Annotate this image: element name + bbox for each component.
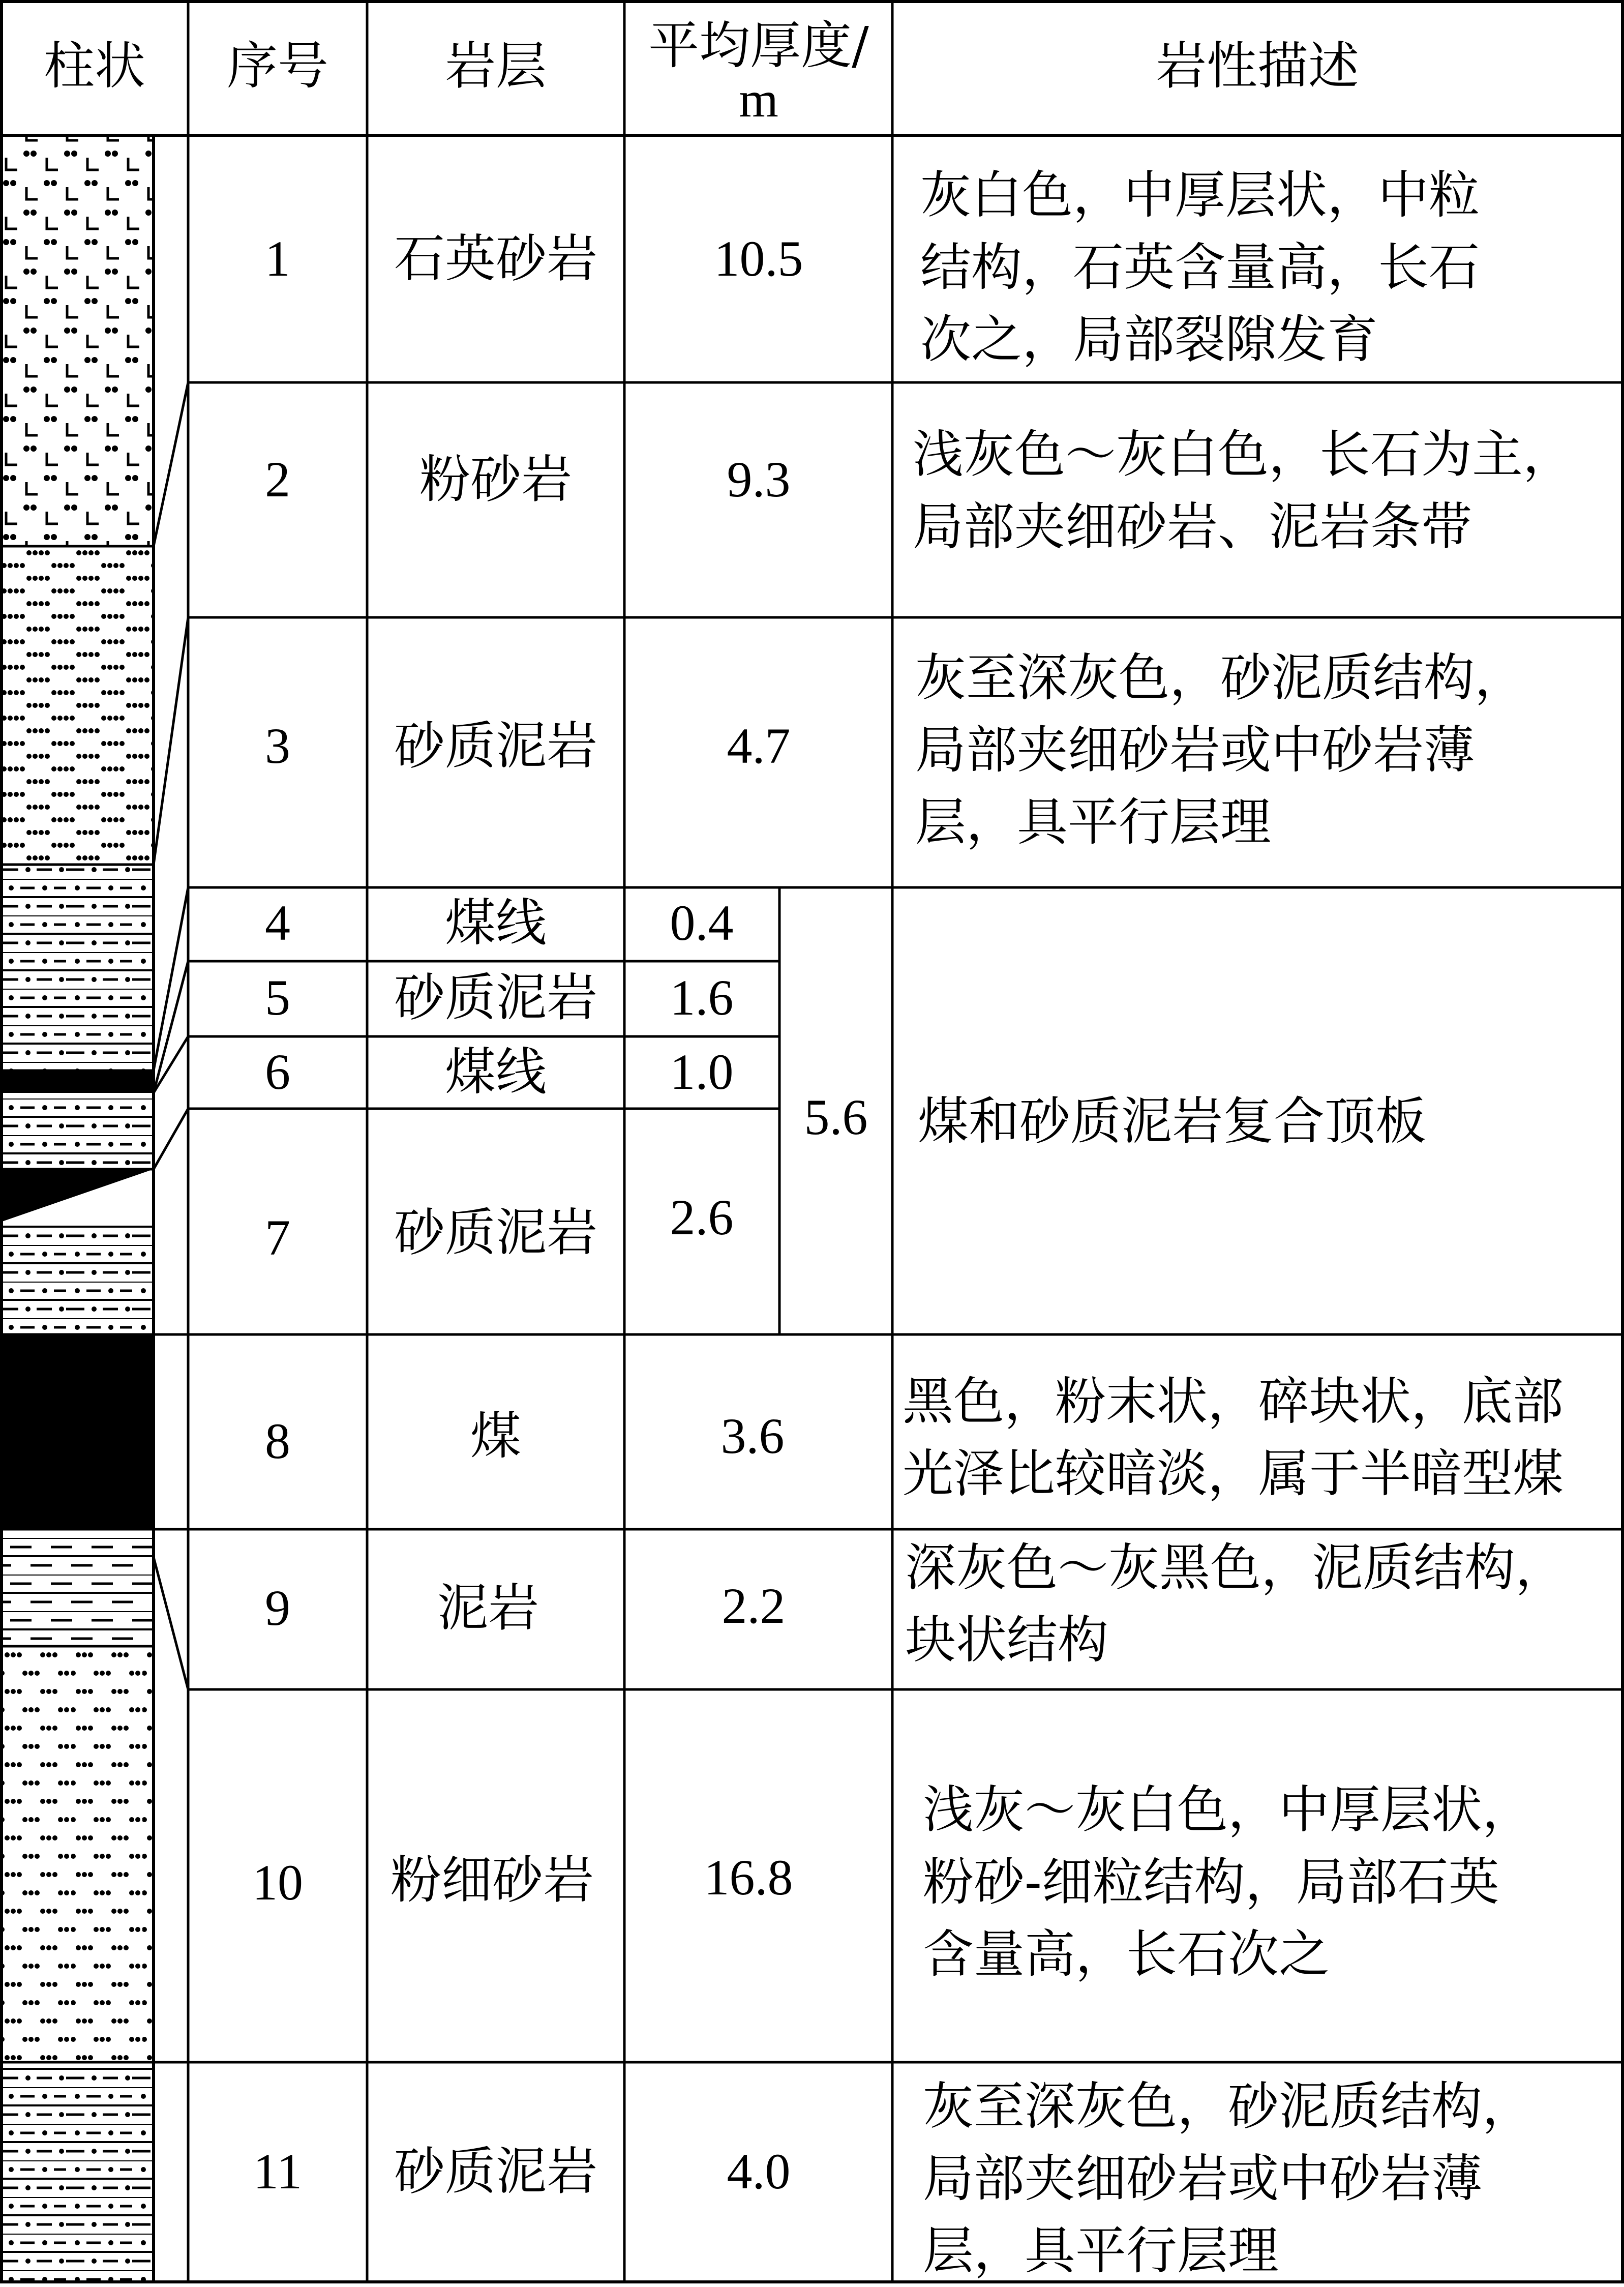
litho-quartz-sandstone [2, 135, 154, 546]
row-8-description: 黑色，粉末状，碎块状，底部 光泽比较暗淡，属于半暗型煤 [903, 1372, 1563, 1503]
row-4-layer: 煤线 [445, 893, 547, 953]
row-1-thickness: 10.5 [714, 230, 803, 287]
litho-coal-seam [2, 1334, 154, 1529]
row-9-description: 深灰色～灰黑色，泥质结构， 块状结构 [905, 1538, 1566, 1670]
header-index: 序号 [227, 36, 328, 96]
connector-lines [154, 382, 188, 1689]
row-7-thickness: 2.6 [670, 1189, 734, 1245]
row-9-layer: 泥岩 [437, 1578, 539, 1638]
row-3-thickness: 4.7 [727, 718, 791, 774]
header-thickness-line1: 平均厚度/ [648, 16, 869, 75]
litho-coal-line-1 [2, 1071, 154, 1093]
row-10-layer: 粉细砂岩 [390, 1850, 594, 1910]
row-2-layer: 粉砂岩 [419, 450, 572, 509]
row-3-index: 3 [265, 718, 290, 774]
row-8-thickness: 3.6 [720, 1408, 785, 1464]
row-1-layer: 石英砂岩 [394, 229, 597, 288]
row-5-index: 5 [265, 969, 290, 1026]
header-layer: 岩层 [445, 36, 547, 96]
header-thickness-line2: m [739, 71, 778, 128]
row-3-layer: 砂质泥岩 [394, 716, 597, 776]
row-11-layer: 砂质泥岩 [394, 2142, 597, 2201]
row-4-thickness: 0.4 [670, 895, 734, 951]
combined-roof-thickness: 5.6 [804, 1089, 868, 1145]
row-1-description: 灰白色，中厚层状，中粒 结构，石英含量高，长石 次之，局部裂隙发育 [920, 165, 1480, 369]
row-2-description: 浅灰色～灰白色，长石为主， 局部夹细砂岩、泥岩条带 [913, 425, 1574, 556]
row-4-index: 4 [265, 895, 290, 951]
row-5-layer: 砂质泥岩 [394, 968, 597, 1027]
lithology-column [2, 135, 154, 2282]
row-10-thickness: 16.8 [704, 1849, 793, 1906]
row-8-index: 8 [265, 1413, 290, 1469]
litho-sandy-mudstone-mid [2, 1093, 154, 1169]
row-2-index: 2 [265, 451, 290, 508]
litho-sandy-mudstone-upper [2, 865, 154, 1071]
row-2-thickness: 9.3 [727, 451, 791, 508]
row-3-description: 灰至深灰色，砂泥质结构， 局部夹细砂岩或中砂岩薄 层，具平行层理 [915, 648, 1525, 852]
litho-sandy-mudstone-bottom [2, 2062, 154, 2282]
header-column: 柱状 [44, 36, 145, 96]
row-11-thickness: 4.0 [727, 2143, 791, 2200]
header-description: 岩性描述 [1156, 36, 1359, 96]
combined-roof-description: 煤和砂质泥岩复合顶板 [918, 1091, 1426, 1151]
row-9-index: 9 [265, 1580, 290, 1636]
litho-siltstone [2, 546, 154, 865]
row-11-index: 11 [253, 2143, 303, 2200]
row-9-thickness: 2.2 [721, 1578, 786, 1634]
row-6-index: 6 [265, 1044, 290, 1100]
row-5-thickness: 1.6 [670, 969, 734, 1026]
row-10-description: 浅灰～灰白色，中厚层状， 粉砂-细粒结构，局部石英 含量高，长石次之 [923, 1780, 1533, 1984]
litho-mudstone [2, 1529, 154, 1646]
row-1-index: 1 [265, 230, 290, 287]
row-8-layer: 煤 [470, 1406, 521, 1466]
row-11-description: 灰至深灰色，砂泥质结构， 局部夹细砂岩或中砂岩薄 层，具平行层理 [923, 2076, 1533, 2280]
row-10-index: 10 [252, 1854, 303, 1911]
litho-fine-sandstone [2, 1646, 154, 2062]
row-6-thickness: 1.0 [670, 1044, 734, 1100]
row-6-layer: 煤线 [445, 1042, 547, 1102]
row-7-index: 7 [265, 1209, 290, 1266]
row-7-layer: 砂质泥岩 [394, 1203, 597, 1262]
litho-sandy-mudstone-lower [2, 1222, 154, 1334]
